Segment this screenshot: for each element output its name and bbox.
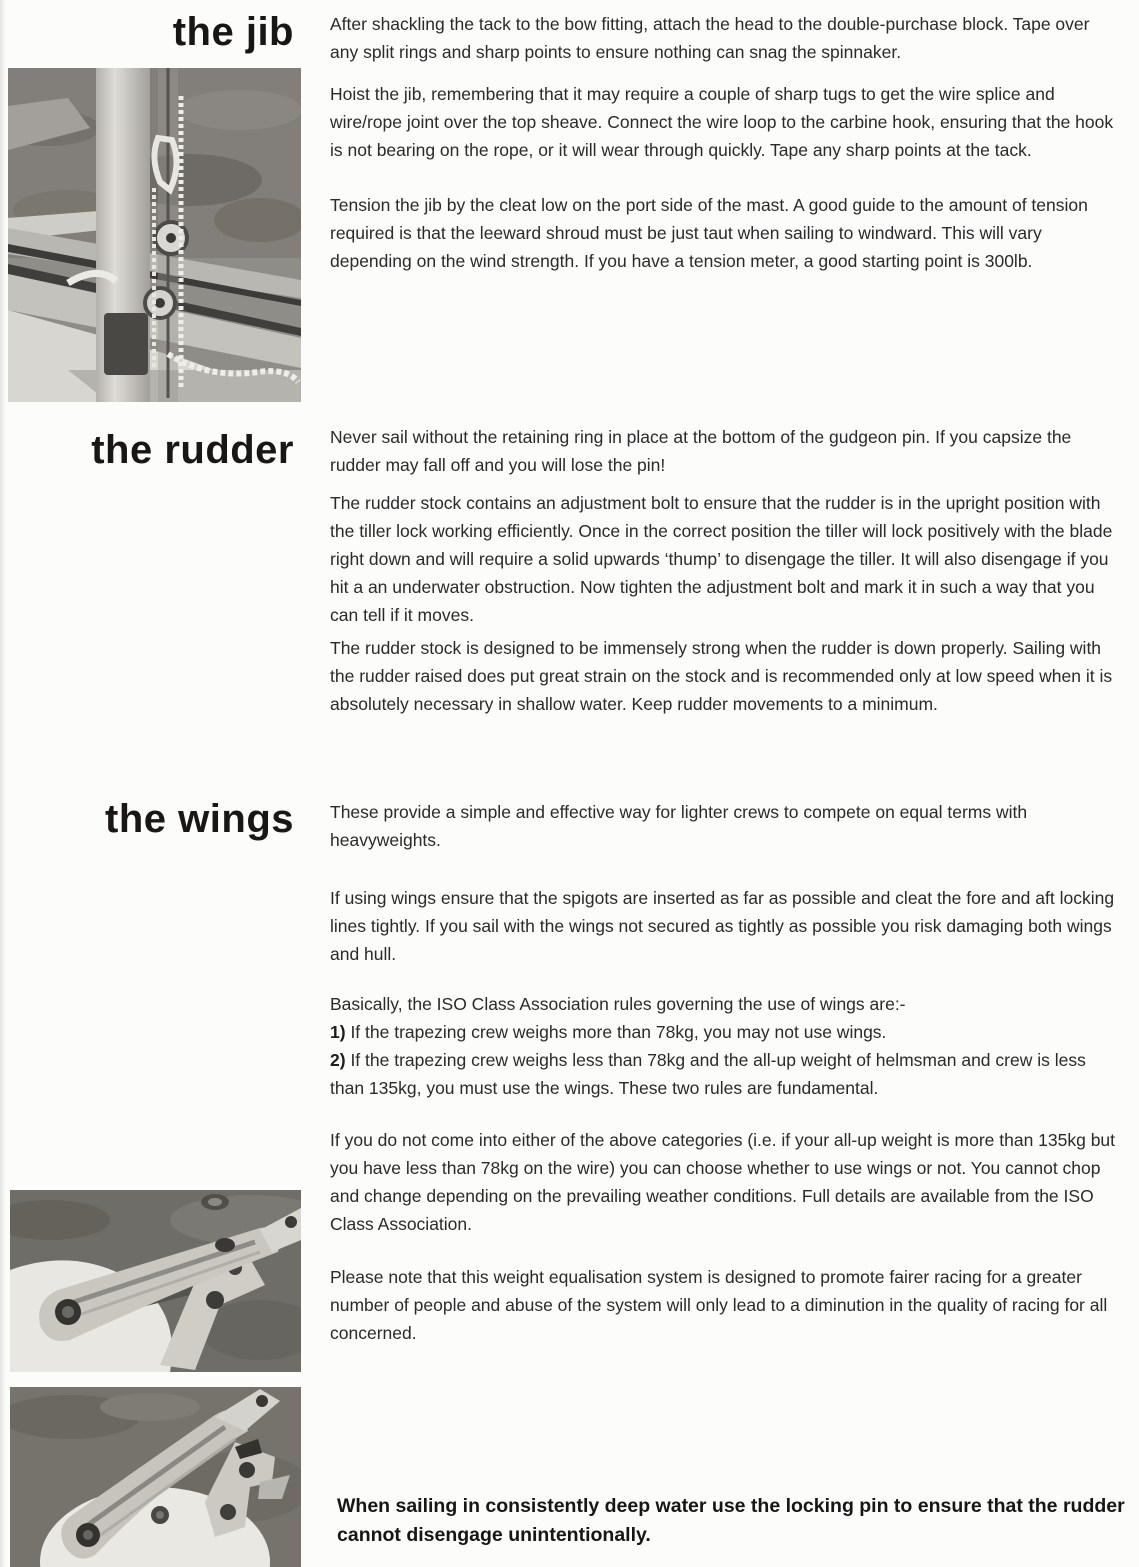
- rudder-paragraph-3: The rudder stock is designed to be immensely strong when the rudder is down properly. Sailing with the rudder raised does put great strain on the stock and is recommended only at low speed when it is absolutely necessary in shallow water. Keep rudder movements to a minimum.: [330, 638, 1113, 714]
- wings-paragraph-2: If using wings ensure that the spigots are inserted as far as possible and cleat the fore and aft locking lines tightly. If you sail with the wings not secured as tightly as possible you risk damaging both wings and hull.: [330, 888, 1115, 964]
- jib-paragraph-1: After shackling the tack to the bow fitting, attach the head to the double-purchase block. Tape over any split rings and sharp points to ensure nothing can snag the spinnaker.: [330, 14, 1090, 62]
- wings-rule-1-text: If the trapezing crew weighs more than 78kg, you may not use wings.: [350, 1022, 887, 1042]
- rudder-paragraph-1: Never sail without the retaining ring in place at the bottom of the gudgeon pin. If you capsize the rudder may fall off and you will lose the pin!: [330, 427, 1072, 475]
- wings-rules-intro: Basically, the ISO Class Association rules governing the use of wings are:-: [330, 994, 906, 1014]
- wings-rule-1-number: 1): [330, 1022, 346, 1042]
- closing-note: When sailing in consistently deep water use the locking pin to ensure that the rudder cannot disengage unintentionally.: [337, 1495, 1125, 1546]
- rudder-stock-tiller-photo: [10, 1190, 301, 1372]
- wings-paragraph-4: If you do not come into either of the above categories (i.e. if your all-up weight is more than 135kg but you have less than 78kg on the wire) you can choose whether to use wings or not. You cannot chop and change depending on the prevailing weather conditions. Full details are available from the ISO Class Association.: [330, 1130, 1116, 1234]
- section-heading-jib: the jib: [172, 10, 294, 54]
- wings-rule-2-number: 2): [330, 1050, 346, 1070]
- rudder-stock-tiller-photo-graphic: [10, 1190, 301, 1372]
- jib-paragraph-3: Tension the jib by the cleat low on the port side of the mast. A good guide to the amount of tension required is that the leeward shroud must be just taut when sailing to windward. This will vary depending on the wind strength. If you have a tension meter, a good starting point is 300lb.: [330, 195, 1088, 271]
- section-heading-wings: the wings: [105, 797, 294, 841]
- wings-rules-paragraph: [330, 990, 1122, 1102]
- wings-paragraph-5: Please note that this weight equalisation system is designed to promote fairer racing for a greater number of people and abuse of the system will only lead to a diminution in the quality of racing for all concerned.: [330, 1267, 1108, 1343]
- wings-rule-2-text: If the trapezing crew weighs less than 78kg and the all-up weight of helmsman and crew is less than 135kg, you must use the wings. These two rules are fundamental.: [330, 1050, 1086, 1098]
- wings-paragraph-1: These provide a simple and effective way for lighter crews to compete on equal terms with heavyweights.: [330, 802, 1028, 850]
- rudder-paragraph-2: The rudder stock contains an adjustment bolt to ensure that the rudder is in the upright position with the tiller lock working efficiently. Once in the correct position the tiller will lock positively with the blade right down and will require a solid upwards ‘thump’ to disengage the tiller. It will also disengage if you hit a an underwater obstruction. Now tighten the adjustment bolt and mark it in such a way that you can tell if it moves.: [330, 493, 1113, 625]
- jib-mast-base-photo-graphic: [8, 68, 301, 402]
- jib-paragraph-2: Hoist the jib, remembering that it may require a couple of sharp tugs to get the wire splice and wire/rope joint over the top sheave. Connect the wire loop to the carbine hook, ensuring that the hook is not bearing on the rope, or it will wear through quickly. Tape any sharp points at the tack.: [330, 84, 1114, 160]
- jib-mast-base-photo: [8, 68, 301, 402]
- rudder-locking-pin-photo: [10, 1387, 301, 1567]
- section-heading-rudder: the rudder: [91, 428, 294, 472]
- rudder-locking-pin-photo-graphic: [10, 1387, 301, 1567]
